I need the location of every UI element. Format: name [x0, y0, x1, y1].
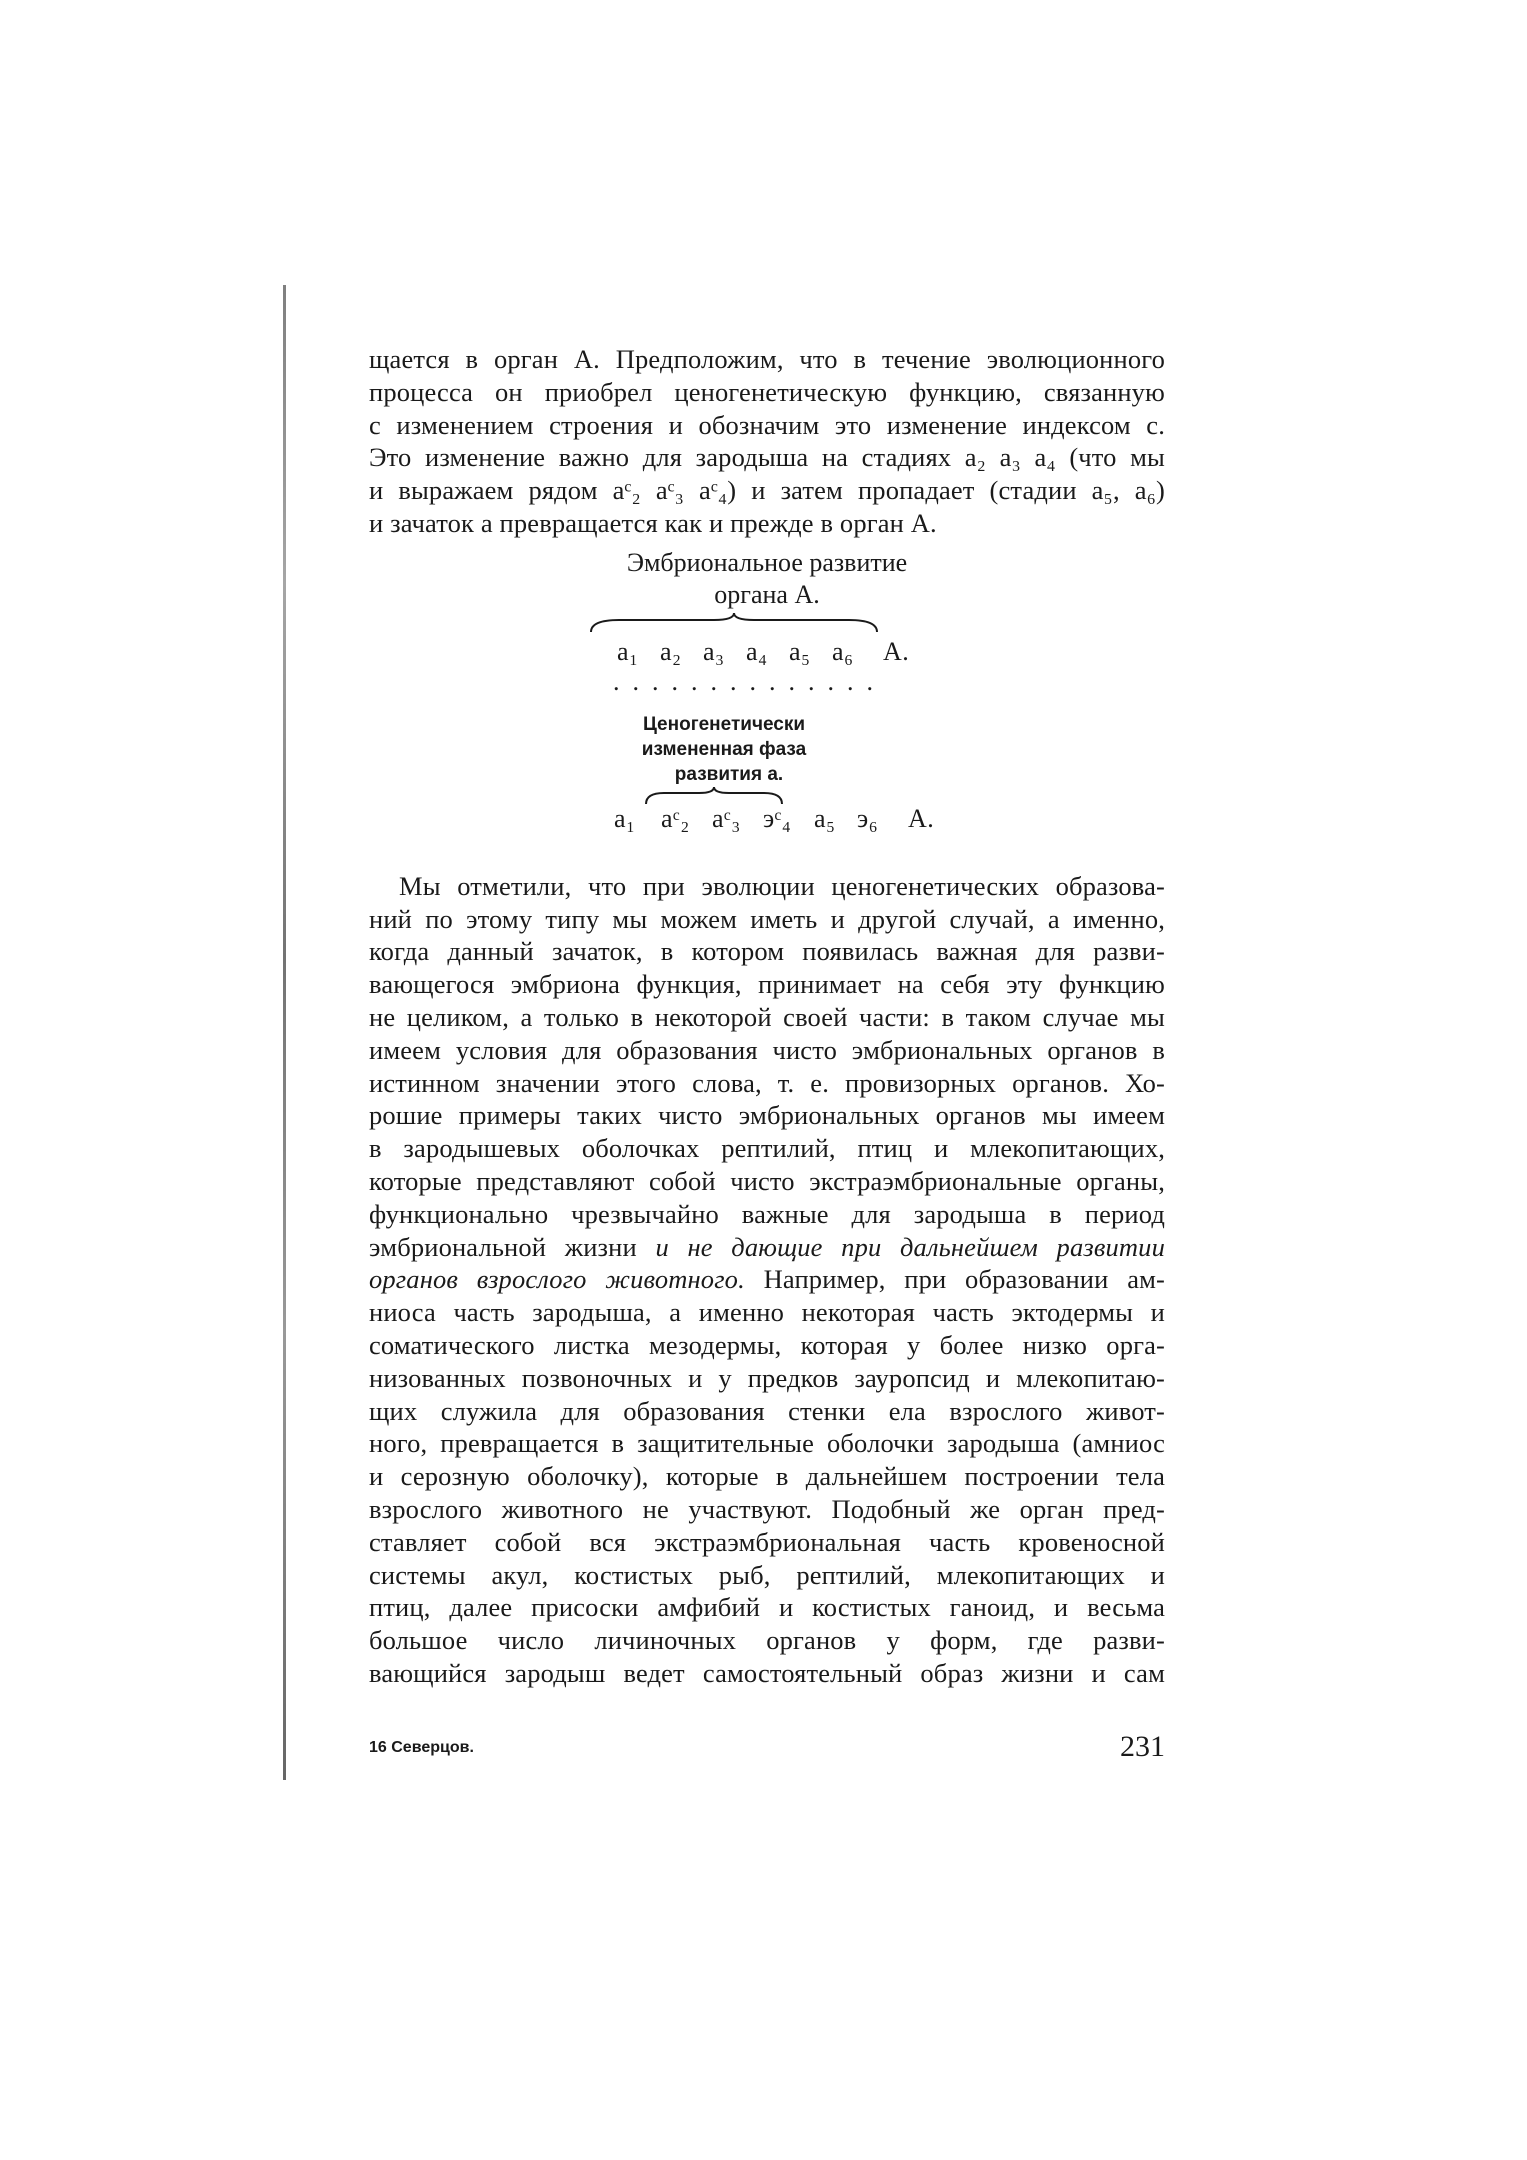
text-line: когда данный зачаток, в котором появилась важная для разви-	[369, 936, 1165, 967]
text-line: имеем условия для образования чисто эмбриональных органов в	[369, 1034, 1165, 1065]
text-line: взрослого животного не участвуют. Подобный же орган пред-	[369, 1493, 1165, 1524]
stage-ac3: aᶜ₃	[712, 803, 741, 833]
intro-paragraph	[369, 343, 1165, 540]
development-diagram	[369, 542, 1165, 802]
caption-line: измененная фаза	[641, 738, 807, 760]
text-line: истинном значении этого слова, т. е. провизорных органов. Хо-	[369, 1067, 1165, 1098]
organ-A: А.	[908, 803, 935, 833]
text-line: вающегося эмбриона функция, принимает на себя эту функцию	[369, 969, 1165, 1000]
diagram-title-2: органа А.	[714, 579, 820, 609]
text-line: ного, превращается в защитительные оболочки зародыша (амниос	[369, 1428, 1165, 1459]
text-line	[369, 1231, 1165, 1264]
text-line: ний по этому типу мы можем иметь и другой случай, а именно,	[369, 903, 1165, 934]
stage-a6: a₆	[832, 636, 854, 666]
text-span: эмбриональной жизни	[369, 1231, 637, 1262]
organ-A: А.	[883, 636, 910, 666]
text-line: щается в орган А. Предположим, что в течение эволюционного	[369, 344, 1165, 374]
text-line: и выражаем рядом aᶜ₂ aᶜ₃ aᶜ₄) и затем пропадает (стадии a₅, a₆)	[369, 475, 1165, 506]
dotted-separator: ..............	[613, 666, 886, 696]
page-text	[369, 343, 1165, 1690]
text-line: соматического листка мезодермы, которая у более низко орга-	[369, 1329, 1165, 1360]
text-line: ставляет собой вся экстраэмбриональная часть кровеносной	[369, 1526, 1165, 1557]
stage-ac4: эᶜ₄	[763, 803, 792, 833]
stage-a6: э₆	[857, 803, 879, 833]
signature-mark: 16 Северцов.	[369, 1739, 474, 1756]
main-paragraph	[369, 870, 1165, 1690]
italic-span: органов взрослого животного.	[369, 1264, 745, 1295]
text-span: Например, при образовании ам-	[763, 1264, 1166, 1295]
text-line: ниоса часть зародыша, а именно некоторая часть эктодермы и	[369, 1297, 1165, 1328]
text-line: системы акул, костистых рыб, рептилий, млекопитающих и	[369, 1559, 1165, 1590]
text-line: и зачаток a превращается как и прежде в орган А.	[369, 507, 937, 538]
diagram-title: Эмбриональное развитие	[626, 547, 908, 577]
text-line: Мы отметили, что при эволюции ценогенетических образова-	[399, 870, 1165, 901]
top-brace	[589, 612, 879, 634]
text-line: Это изменение важно для зародыша на стадиях a₂ a₃ a₄ (что мы	[369, 442, 1165, 473]
scan-edge	[283, 285, 286, 1780]
stage-a5: a₅	[814, 803, 836, 833]
stage-a2: a₂	[660, 636, 682, 666]
text-line: низованных позвоночных и у предков зауропсид и млекопитаю-	[369, 1362, 1165, 1393]
bottom-brace	[644, 786, 784, 806]
stage-a3: a₃	[703, 636, 725, 666]
text-line: большое число личиночных органов у форм, где разви-	[369, 1625, 1165, 1656]
text-line: вающийся зародыш ведет самостоятельный образ жизни и сам	[369, 1657, 1165, 1688]
caption-line: развития a.	[674, 763, 784, 785]
text-line: которые представляют собой чисто экстраэмбриональные органы,	[369, 1165, 1165, 1196]
text-line: с изменением строения и обозначим это изменение индексом c.	[369, 409, 1165, 440]
stage-ac2: aᶜ₂	[661, 803, 690, 833]
stage-a4: a₄	[746, 636, 768, 666]
caption-line: Ценогенетически	[642, 713, 806, 735]
sequence-normal	[617, 637, 909, 667]
text-line: в зародышевых оболочках рептилий, птиц и млекопитающих,	[369, 1133, 1165, 1164]
sequence-modified	[614, 804, 934, 834]
page-footer	[369, 1730, 1165, 1770]
page-number: 231	[1120, 1730, 1165, 1763]
stage-a5: a₅	[789, 636, 811, 666]
italic-span: и не дающие при дальнейшем развитии	[655, 1231, 1165, 1262]
text-line: не целиком, а только в некоторой своей части: в таком случае мы	[369, 1001, 1165, 1032]
modified-sequence-block	[369, 802, 1165, 862]
text-line	[369, 1263, 1165, 1296]
text-line: рошие примеры таких чисто эмбриональных органов мы имеем	[369, 1100, 1165, 1131]
stage-a1: a₁	[617, 636, 639, 666]
text-line: и серозную оболочку), которые в дальнейшем построении тела	[369, 1461, 1165, 1492]
text-line: щих служила для образования стенки ела взрослого живот-	[369, 1395, 1165, 1426]
text-line: функционально чрезвычайно важные для зародыша в период	[369, 1198, 1165, 1229]
text-line: птиц, далее присоски амфибий и костистых ганоид, и весьма	[369, 1592, 1165, 1623]
stage-a1: a₁	[614, 803, 636, 833]
text-line: процесса он приобрел ценогенетическую функцию, связанную	[369, 376, 1165, 407]
